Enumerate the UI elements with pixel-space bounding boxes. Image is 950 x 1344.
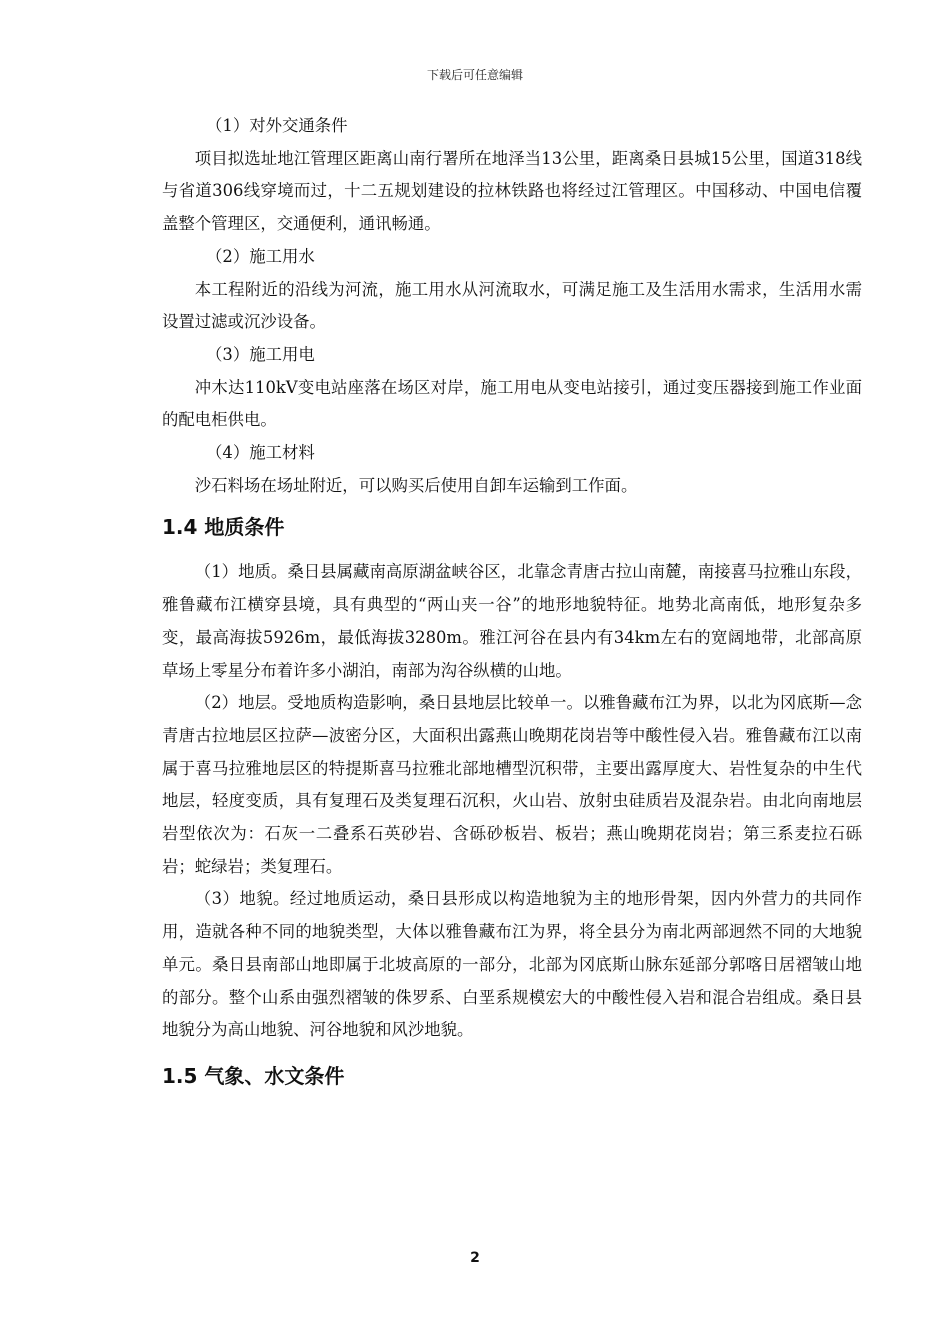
- power-heading: （3）施工用电: [206, 344, 315, 364]
- transport-heading: （1）对外交通条件: [206, 116, 348, 135]
- page-number: 2: [470, 1250, 480, 1266]
- section-heading-climate: 1.5 气象、水文条件: [162, 1063, 345, 1088]
- water-heading: （2）施工用水: [206, 246, 315, 266]
- materials-paragraph: 沙石料场在场址附近，可以购买后使用自卸车运输到工作面。: [194, 475, 638, 495]
- water-paragraph: 本工程附近的沿线为河流，施工用水从河流取水，可满足施工及生活用水需求，生活用水需设置过滤或沉沙设备。: [162, 279, 862, 332]
- section-heading-geology: 1.4 地质条件: [162, 515, 285, 540]
- geology-paragraph-1: （1）地质。桑日县属藏南高原湖盆峡谷区，北靠念青唐古拉山南麓，南接喜马拉雅山东段，雅鲁藏布江横穿县境，具有典型的“两山夹一谷”的地形地貌特征。地势北高南低，地形复杂多变，最高海拔5926m，最低海拔3280m。雅江河谷在县内有34km左右的宽阔地带，北部高原草场上零星分布着许多小湖泊，南部为沟谷纵横的山地。: [162, 562, 862, 680]
- power-paragraph: 冲木达110kV变电站座落在场区对岸，施工用电从变电站接引，通过变压器接到施工作业面的配电柜供电。: [162, 377, 862, 430]
- materials-heading: （4）施工材料: [206, 443, 315, 463]
- geology-paragraph-3: （3）地貌。经过地质运动，桑日县形成以构造地貌为主的地形骨架，因内外营力的共同作用，造就各种不同的地貌类型，大体以雅鲁藏布江为界，将全县分为南北两部迥然不同的大地貌单元。桑日县南部山地即属于北坡高原的一部分，北部为冈底斯山脉东延部分郭喀日居褶皱山地的部分。整个山系由强烈褶皱的侏罗系、白垩系规模宏大的中酸性侵入岩和混合岩组成。桑日县地貌分为高山地貌、河谷地貌和风沙地貌。: [162, 889, 862, 1040]
- transport-paragraph: 项目拟选址地江管理区距离山南行署所在地泽当13公里，距离桑日县城15公里，国道318线与省道306线穿境而过，十二五规划建设的拉林铁路也将经过江管理区。中国移动、中国电信覆盖整个管理区，交通便利，通讯畅通。: [162, 148, 862, 234]
- running-header: 下载后可任意编辑: [426, 68, 523, 82]
- geology-paragraph-2: （2）地层。受地质构造影响，桑日县地层比较单一。以雅鲁藏布江为界，以北为冈底斯—念青唐古拉地层区拉萨—波密分区，大面积出露燕山晚期花岗岩等中酸性侵入岩。雅鲁藏布江以南属于喜马拉雅地层区的特提斯喜马拉雅北部地槽型沉积带，主要出露厚度大、岩性复杂的中生代地层，轻度变质，具有复理石及类复理石沉积，火山岩、放射虫硅质岩及混杂岩。由北向南地层岩型依次为：石灰一二叠系石英砂岩、含砾砂板岩、板岩；燕山晚期花岗岩；第三系麦拉石砾岩；蛇绿岩；类复理石。: [162, 693, 862, 876]
- page-content: [162, 110, 862, 1091]
